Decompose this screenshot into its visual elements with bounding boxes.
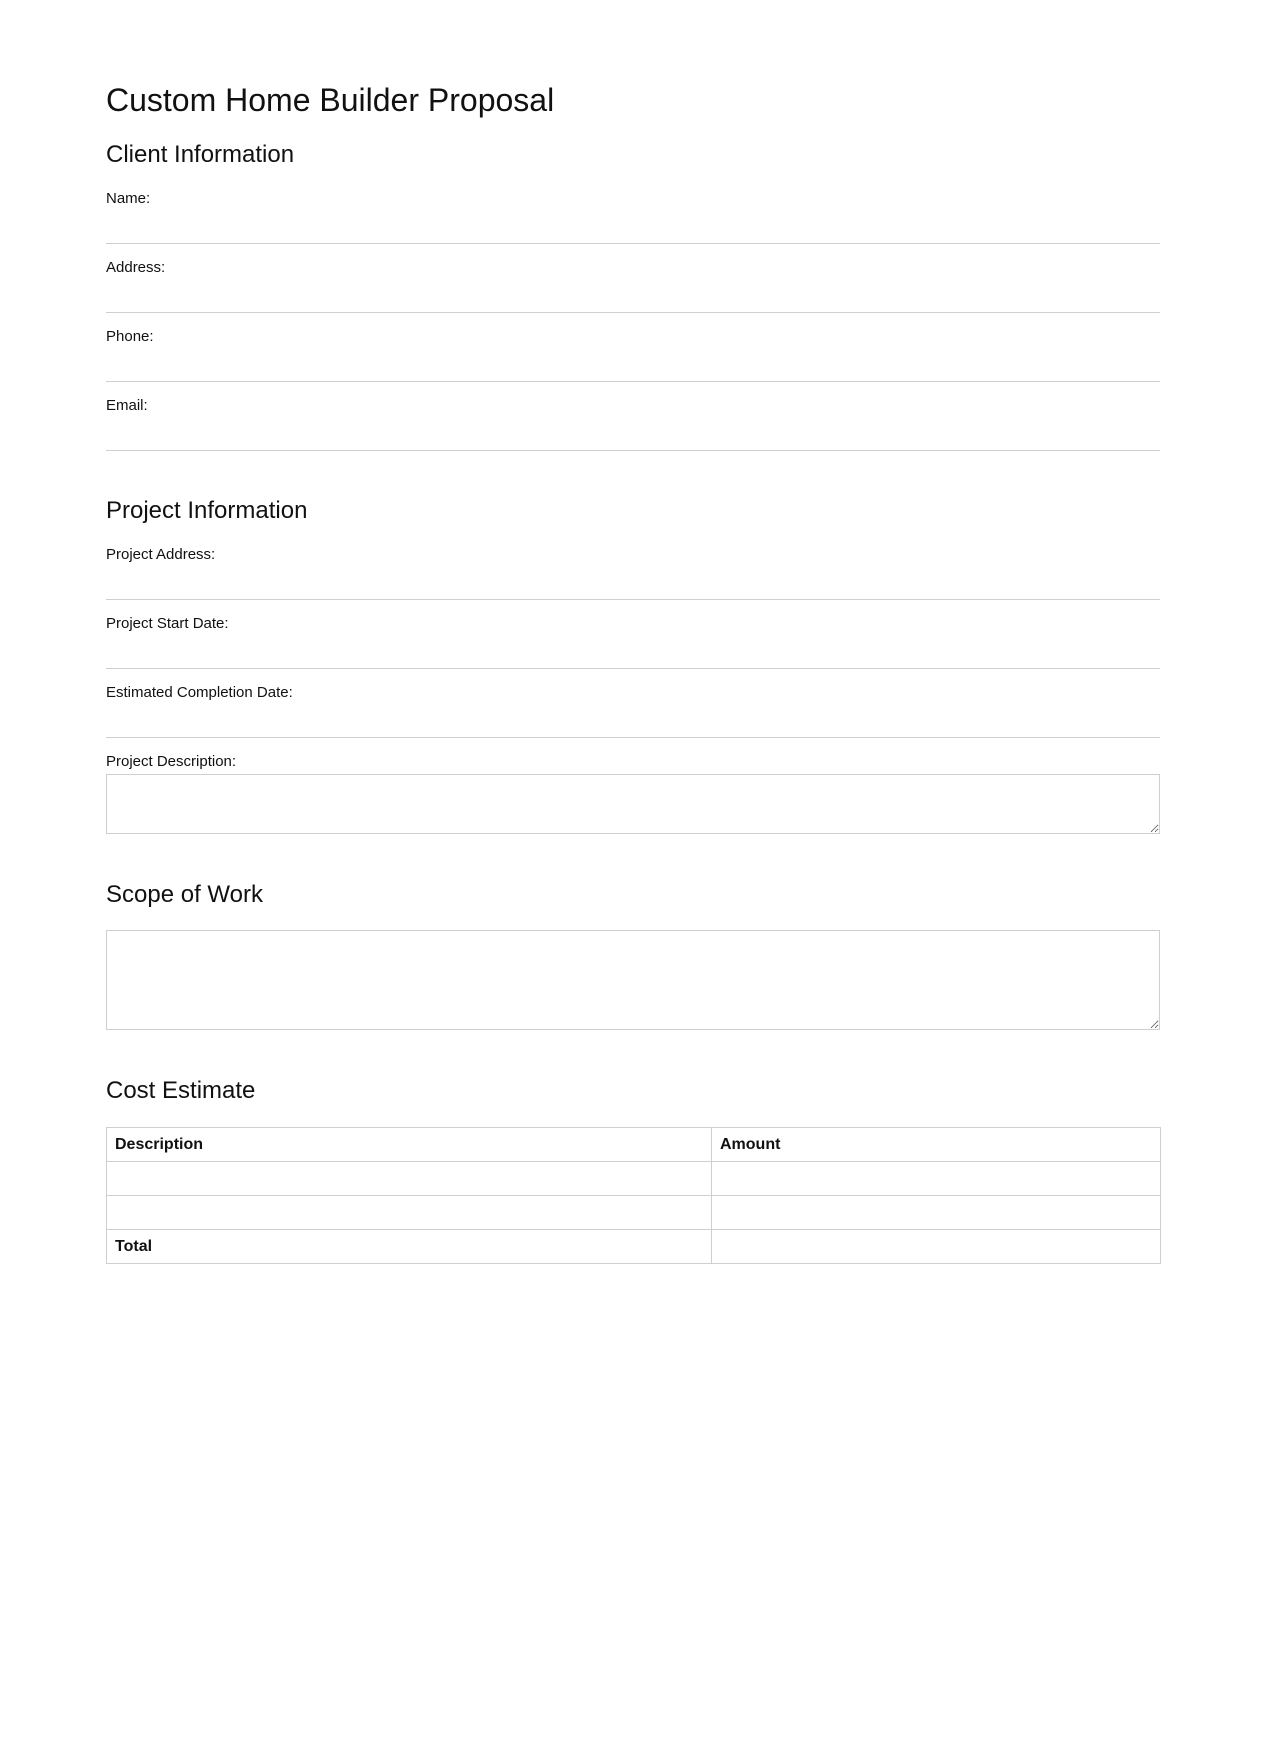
description-cell[interactable] [107,1162,712,1196]
completion-date-field [106,684,1160,738]
total-row [107,1230,1161,1264]
scope-of-work-heading: Scope of Work [106,881,263,908]
scope-of-work-textarea[interactable] [106,930,1160,1030]
client-phone-input[interactable] [106,352,1160,382]
client-phone-label: Phone: [106,328,154,345]
client-address-label: Address: [106,259,166,276]
column-header-description: Description [107,1128,712,1162]
project-description-field [106,753,1160,771]
client-email-label: Email: [106,397,148,414]
client-email-field [106,397,1160,451]
client-address-field [106,259,1160,313]
client-info-heading: Client Information [106,141,295,168]
table-header-row [107,1128,1161,1162]
client-phone-field [106,328,1160,382]
cost-estimate-table [106,1127,1161,1264]
project-address-label: Project Address: [106,546,216,563]
page-title: Custom Home Builder Proposal [106,82,555,118]
table-row [107,1162,1161,1196]
amount-cell[interactable] [712,1162,1161,1196]
client-email-input[interactable] [106,421,1160,451]
client-name-field [106,190,1160,244]
client-name-label: Name: [106,190,151,207]
project-start-date-label: Project Start Date: [106,615,229,632]
completion-date-label: Estimated Completion Date: [106,684,293,701]
cost-estimate-heading: Cost Estimate [106,1077,256,1104]
amount-cell[interactable] [712,1196,1161,1230]
client-name-input[interactable] [106,214,1160,244]
project-info-heading: Project Information [106,497,308,524]
project-description-label: Project Description: [106,753,237,770]
client-address-input[interactable] [106,283,1160,313]
completion-date-input[interactable] [106,708,1160,738]
table-row [107,1196,1161,1230]
project-start-date-input[interactable] [106,639,1160,669]
total-amount-cell[interactable] [712,1230,1161,1264]
project-start-date-field [106,615,1160,669]
project-address-field [106,546,1160,600]
description-cell[interactable] [107,1196,712,1230]
column-header-amount: Amount [712,1128,1161,1162]
project-description-textarea[interactable] [106,774,1160,834]
project-address-input[interactable] [106,570,1160,600]
total-label: Total [107,1230,712,1264]
